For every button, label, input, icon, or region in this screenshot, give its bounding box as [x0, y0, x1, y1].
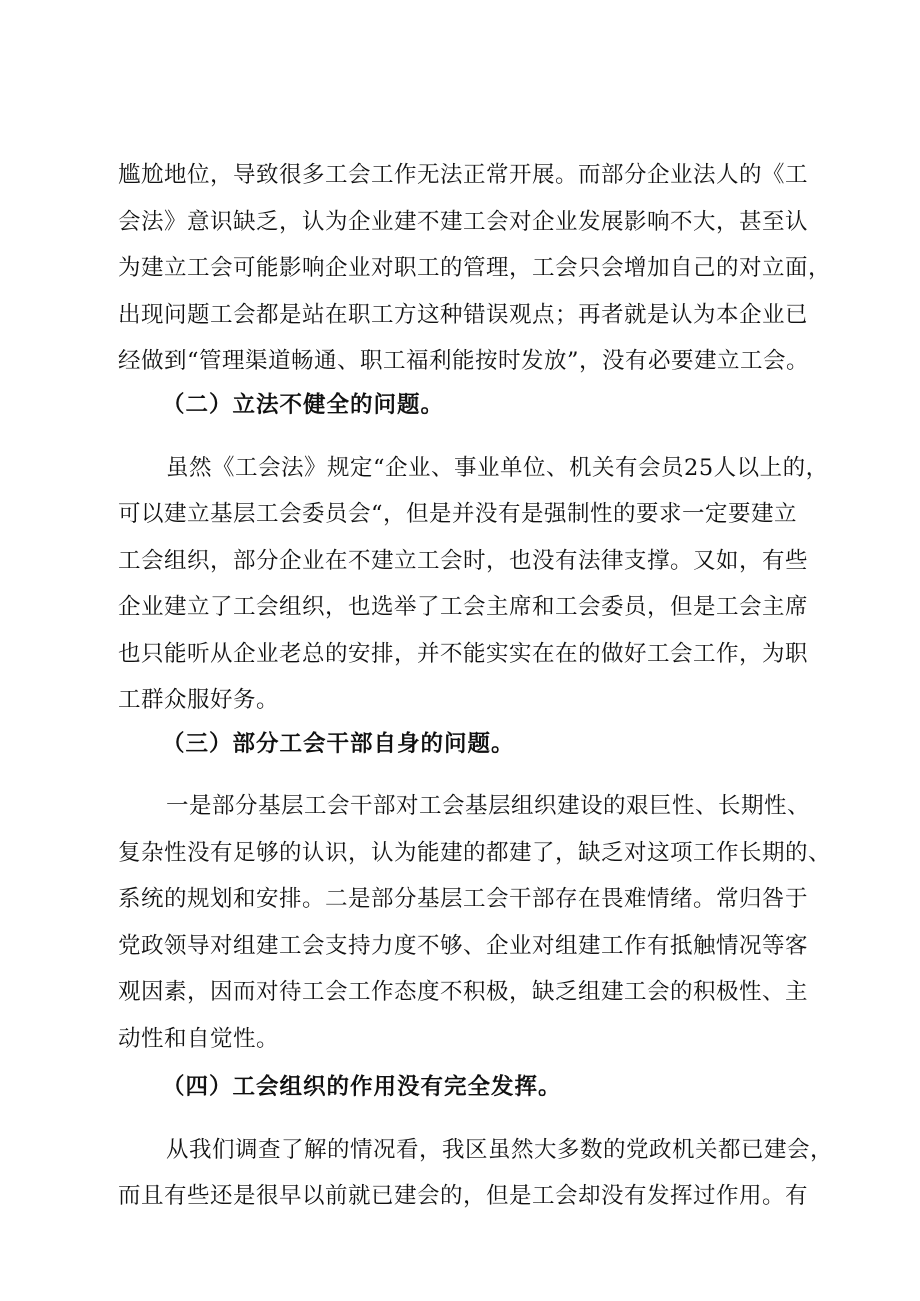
body-text-line: 经做到“管理渠道畅通、职工福利能按时发放”，没有必要建立工会。 — [118, 348, 810, 374]
body-text-line: 出现问题工会都是站在职工方这种错误观点；再者就是认为本企业已 — [118, 302, 809, 328]
section-heading: （四）工会组织的作用没有完全发挥。 — [162, 1074, 562, 1100]
body-text-line: 虽然《工会法》规定“企业、事业单位、机关有会员25人以上的， — [166, 455, 829, 481]
body-text-line: 动性和自觉性。 — [118, 1026, 280, 1052]
section-heading: （二）立法不健全的问题。 — [162, 392, 445, 418]
body-text-line: 复杂性没有足够的认识，认为能建的都建了，缺乏对这项工作长期的、 — [118, 840, 832, 866]
body-text-line: 观因素，因而对待工会工作态度不积极，缺乏组建工会的积极性、主 — [118, 979, 809, 1005]
section-heading: （三）部分工会干部自身的问题。 — [162, 731, 515, 757]
body-text-line: 工群众服好务。 — [118, 687, 280, 713]
body-text-line: 企业建立了工会组织，也选举了工会主席和工会委员，但是工会主席 — [118, 594, 809, 620]
body-text-line: 而且有些还是很早以前就已建会的，但是工会却没有发挥过作用。有 — [118, 1183, 809, 1209]
body-text-line: 为建立工会可能影响企业对职工的管理，工会只会增加自己的对立面， — [118, 255, 832, 281]
body-text-line: 党政领导对组建工会支持力度不够、企业对组建工作有抵触情况等客 — [118, 933, 809, 959]
body-text-line: 一是部分基层工会干部对工会基层组织建设的艰巨性、长期性、 — [166, 793, 811, 819]
body-text-line: 会法》意识缺乏，认为企业建不建工会对企业发展影响不大，甚至认 — [118, 209, 809, 235]
body-text-line: 可以建立基层工会委员会“，但是并没有是强制性的要求一定要建立 — [118, 501, 798, 527]
body-text-line: 也只能听从企业老总的安排，并不能实实在在的做好工会工作，为职 — [118, 641, 809, 667]
body-text-line: 从我们调查了解的情况看，我区虽然大多数的党政机关都已建会， — [166, 1137, 834, 1163]
body-text-line: 尴尬地位，导致很多工会工作无法正常开展。而部分企业法人的《工 — [118, 162, 809, 188]
body-text-line: 系统的规划和安排。二是部分基层工会干部存在畏难情绪。常归咎于 — [118, 886, 809, 912]
body-text-line: 工会组织，部分企业在不建立工会时，也没有法律支撑。又如，有些 — [118, 548, 809, 574]
